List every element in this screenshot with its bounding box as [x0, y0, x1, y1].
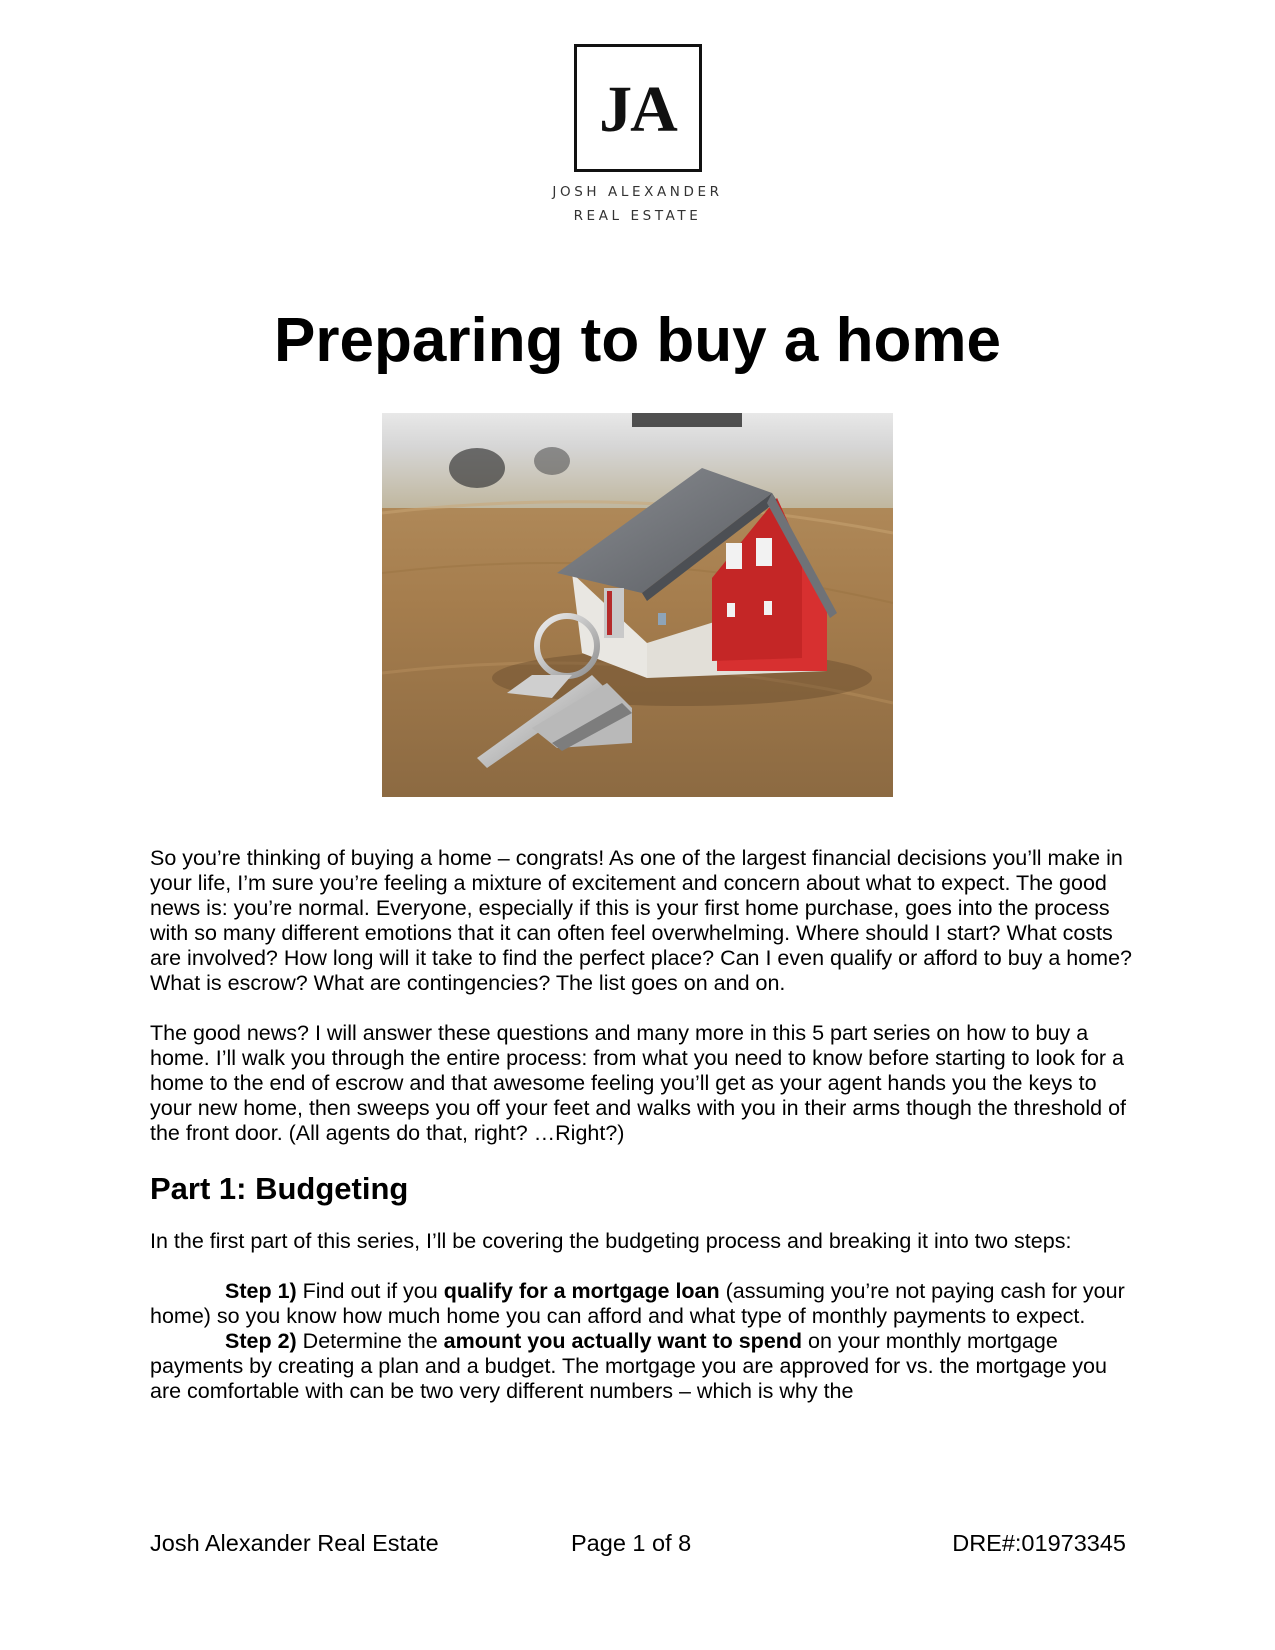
footer-company: Josh Alexander Real Estate	[150, 1530, 439, 1556]
brand-logo	[0, 44, 1275, 228]
intro-paragraph-1: So you’re thinking of buying a home – congrats! As one of the largest financial decisions you’ll make in your life, I’m sure you’re feeling a mixture of excitement and concern about what to expect. The good news is: you’re normal. Everyone, especially if this is your first home purchase, goes into the process with so many different emotions that it can often feel overwhelming. Where should I start? What costs are involved? How long will it take to find the perfect place? Can I even qualify or afford to buy a home? What is escrow? What are contingencies? The list goes on and on.	[150, 846, 1133, 995]
logo-tagline: REAL ESTATE	[573, 208, 702, 224]
page-title: Preparing to buy a home	[274, 306, 1001, 375]
step-2-text-b: on your monthly mortgage payments by creating a plan and a budget. The mortgage you are approved for vs. the mortgage you are comfortable with can be two very different numbers – which is why the	[150, 1329, 1107, 1403]
intro-paragraph-2: The good news? I will answer these questions and many more in this 5 part series on how to buy a home. I’ll walk you through the entire process: from what you need to know before starting to look for a home to the end of escrow and that awesome feeling you’ll get as your agent hands you the keys to your new home, then sweeps you off your feet and walks with you in their arms though the threshold of the front door. (All agents do that, right? …Right?)	[150, 1021, 1127, 1145]
section-heading: Part 1: Budgeting	[150, 1171, 409, 1206]
step-1	[150, 1279, 1140, 1329]
step-1-text-a: Find out if you	[296, 1279, 444, 1303]
logo-monogram: JA	[574, 44, 702, 172]
step-2	[150, 1329, 1140, 1404]
logo-name: JOSH ALEXANDER	[552, 184, 723, 200]
house-and-keys-photo	[382, 413, 893, 797]
step-1-text-b: (assuming you’re not paying cash for your home) so you know how much home you can afford and what type of monthly payments to expect.	[150, 1279, 1125, 1328]
footer-license: DRE#:01973345	[952, 1530, 1126, 1556]
article-body	[150, 846, 1140, 1404]
page-footer	[150, 1530, 1126, 1557]
step-1-emphasis: qualify for a mortgage loan	[443, 1279, 720, 1303]
page-number: Page 1 of 8	[571, 1530, 692, 1556]
section-lead: In the first part of this series, I’ll be covering the budgeting process and breaking it into two steps:	[150, 1229, 1072, 1253]
step-2-label: Step 2)	[225, 1329, 297, 1353]
step-2-emphasis: amount you actually want to spend	[443, 1329, 803, 1353]
step-2-text-a: Determine the	[296, 1329, 444, 1353]
step-1-label: Step 1)	[225, 1279, 297, 1303]
